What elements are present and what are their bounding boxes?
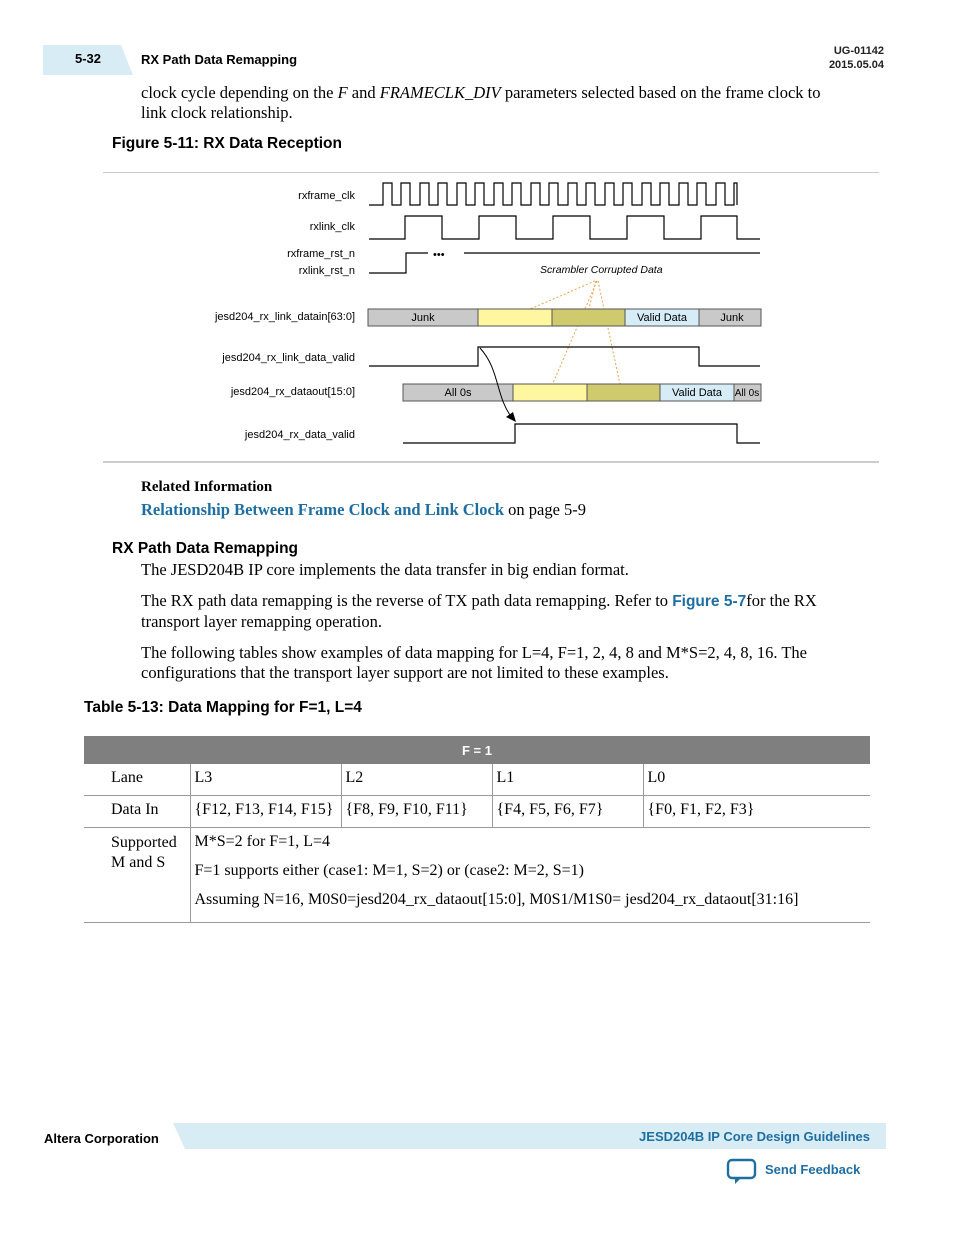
section-p3-line2: configurations that the transport layer support are not limited to these examples. — [141, 663, 669, 682]
datain-cell: {F4, F5, F6, F7} — [492, 796, 643, 828]
datain-corrupt-2 — [552, 309, 625, 326]
signal-label-rxlink-clk: rxlink_clk — [309, 221, 355, 233]
section-p3 — [141, 643, 861, 683]
waveform-data-valid — [403, 424, 760, 443]
table-header: F = 1 — [84, 736, 870, 764]
figure-5-7-link[interactable]: Figure 5-7 — [672, 593, 747, 610]
waveform-rxframe-clk — [369, 183, 737, 205]
header-section-title: RX Path Data Remapping — [141, 52, 298, 67]
figure-caption: Figure 5-11: RX Data Reception — [112, 135, 342, 152]
section-p3-line1: The following tables show examples of data mapping for L=4, F=1, 2, 4, 8 and M*S=2, 4, 8, 16. The — [141, 643, 807, 662]
data-mapping-table — [84, 736, 870, 923]
related-link[interactable]: Relationship Between Frame Clock and Link Clock — [141, 500, 505, 519]
footer-company: Altera Corporation — [44, 1131, 159, 1146]
supported-line: F=1 supports either (case1: M=1, S=2) or (case2: M=2, S=1) — [194, 862, 585, 879]
section-p2-line1 — [141, 591, 861, 612]
waveform-link-data-valid — [369, 347, 760, 366]
dataout-bus — [403, 384, 761, 401]
intro-text: parameters selected based on the frame clock to — [500, 83, 821, 102]
related-suffix: on page 5-9 — [504, 500, 587, 519]
signal-label-link-datain: jesd204_rx_link_datain[63:0] — [214, 311, 355, 323]
row-label-supported — [84, 828, 190, 923]
datain-junk-1-label: Junk — [411, 312, 435, 324]
dataout-zeros-2-label: All 0s — [734, 388, 760, 399]
intro-param-frameclk-div: FRAMECLK_DIV — [379, 83, 501, 102]
waveform-rxlink-clk — [369, 216, 760, 239]
signal-label-data-valid: jesd204_rx_data_valid — [244, 429, 355, 441]
table-row — [84, 764, 870, 796]
page-number: 5-32 — [75, 51, 102, 66]
causal-arrow — [480, 348, 512, 418]
signal-label-dataout: jesd204_rx_dataout[15:0] — [230, 386, 355, 398]
supported-line: Assuming N=16, M0S0=jesd204_rx_dataout[15:0], M0S1/M1S0= jesd204_rx_dataout[31:16] — [194, 891, 799, 908]
table-header-row — [84, 736, 870, 764]
footer-doc-title[interactable]: JESD204B IP Core Design Guidelines — [639, 1129, 870, 1144]
doc-date: 2015.05.04 — [828, 59, 884, 71]
lane-cell: L0 — [643, 764, 870, 796]
datain-corrupt-1 — [478, 309, 552, 326]
signal-label-rxframe-rst-n: rxframe_rst_n — [287, 248, 355, 260]
dataout-corrupt-1 — [513, 384, 587, 401]
intro-text: and — [347, 83, 380, 102]
supported-label-line: Supported — [111, 834, 177, 851]
datain-bus — [368, 309, 761, 326]
supported-line: M*S=2 for F=1, L=4 — [194, 833, 331, 850]
intro-line-2: link clock relationship. — [141, 103, 293, 122]
supported-label-line: M and S — [111, 854, 166, 871]
intro-text: clock cycle depending on the — [141, 83, 338, 102]
supported-cell — [190, 828, 870, 923]
lane-cell: L2 — [341, 764, 492, 796]
p2-text: The RX path data remapping is the reverse of TX path data remapping. Refer to — [141, 591, 673, 610]
table-caption: Table 5-13: Data Mapping for F=1, L=4 — [84, 699, 362, 716]
arrow-head — [506, 412, 516, 422]
signal-label-rxframe-clk: rxframe_clk — [298, 190, 355, 202]
feedback-icon[interactable] — [726, 1158, 758, 1186]
timing-diagram — [103, 172, 879, 460]
dataout-corrupt-2 — [587, 384, 660, 401]
lane-cell: L1 — [492, 764, 643, 796]
p2-text: for the RX — [746, 591, 817, 610]
section-p2 — [141, 591, 861, 632]
intro-line-1 — [141, 83, 861, 103]
signal-label-link-data-valid: jesd204_rx_link_data_valid — [222, 352, 355, 364]
section-heading: RX Path Data Remapping — [112, 540, 299, 557]
scrambler-annotation: Scrambler Corrupted Data — [540, 264, 663, 276]
signal-label-rxlink-rst-n: rxlink_rst_n — [298, 265, 355, 277]
section-body — [141, 560, 861, 683]
section-p1: The JESD204B IP core implements the data transfer in big endian format. — [141, 560, 629, 579]
datain-cell: {F12, F13, F14, F15} — [190, 796, 341, 828]
datain-cell: {F8, F9, F10, F11} — [341, 796, 492, 828]
ellipsis: ••• — [433, 249, 445, 261]
table-row — [84, 828, 870, 923]
send-feedback-link[interactable]: Send Feedback — [765, 1162, 861, 1177]
section-p2-line2: transport layer remapping operation. — [141, 612, 382, 631]
intro-paragraph — [141, 83, 861, 123]
doc-id — [829, 44, 884, 72]
dataout-zeros-1-label: All 0s — [444, 387, 472, 399]
doc-id-number: UG-01142 — [833, 45, 884, 57]
related-heading: Related Information — [141, 479, 273, 495]
table-row — [84, 796, 870, 828]
lane-cell: L3 — [190, 764, 341, 796]
row-label-lane: Lane — [84, 764, 190, 796]
dataout-valid-label: Valid Data — [672, 387, 722, 399]
row-label-data-in: Data In — [84, 796, 190, 828]
intro-param-f: F — [337, 83, 348, 102]
datain-cell: {F0, F1, F2, F3} — [643, 796, 870, 828]
related-entry — [141, 500, 586, 520]
annotation-arrows — [514, 281, 621, 390]
datain-junk-2-label: Junk — [720, 312, 744, 324]
datain-valid-label: Valid Data — [637, 312, 687, 324]
